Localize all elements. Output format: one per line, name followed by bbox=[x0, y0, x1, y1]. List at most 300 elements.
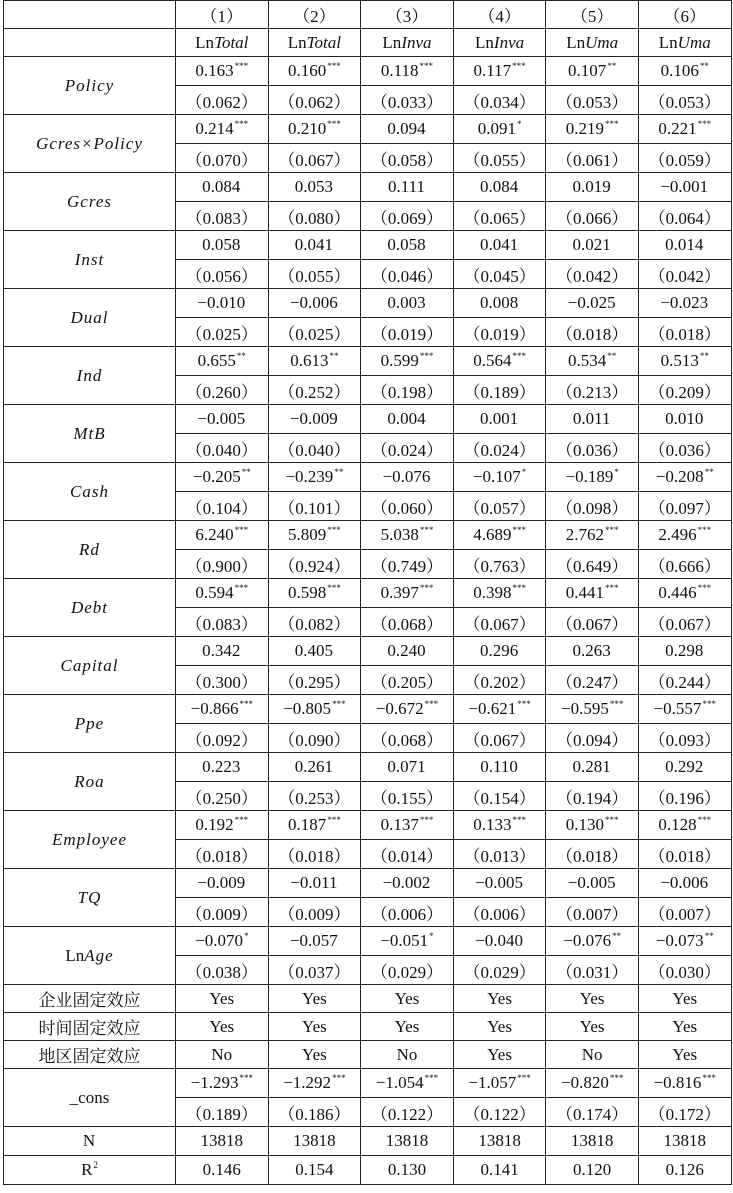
coefficient-value: −0.023 bbox=[660, 293, 709, 312]
depvar-name: Inva bbox=[401, 32, 432, 52]
standard-error-cell: （0.033） bbox=[361, 86, 454, 115]
coefficient-row bbox=[4, 115, 732, 144]
coefficient-value: 0.441 bbox=[565, 583, 605, 602]
significance-stars: *** bbox=[327, 815, 341, 825]
coefficient-value: −0.005 bbox=[197, 409, 246, 428]
statistic-value: 13818 bbox=[546, 1127, 639, 1156]
coefficient-value: −0.621 bbox=[468, 699, 517, 718]
statistic-value: 0.120 bbox=[546, 1156, 639, 1185]
coefficient-cell bbox=[268, 579, 361, 608]
standard-error-cell: （0.019） bbox=[361, 318, 454, 347]
standard-error-cell: （0.209） bbox=[638, 376, 731, 405]
standard-error-cell: （0.189） bbox=[453, 376, 546, 405]
standard-error-cell: （0.067） bbox=[638, 608, 731, 637]
coefficient-cell bbox=[361, 753, 454, 782]
variable-label: Debt bbox=[70, 597, 109, 617]
coefficient-value: −0.816 bbox=[653, 1073, 702, 1092]
coefficient-cell bbox=[453, 1069, 546, 1098]
coefficient-value: 0.130 bbox=[565, 815, 605, 834]
fixed-effect-value: Yes bbox=[361, 1013, 454, 1041]
standard-error-cell: （0.092） bbox=[176, 724, 269, 753]
coefficient-cell bbox=[268, 115, 361, 144]
coefficient-cell bbox=[453, 289, 546, 318]
coefficient-cell bbox=[453, 637, 546, 666]
coefficient-cell bbox=[638, 869, 731, 898]
coefficient-cell bbox=[268, 521, 361, 550]
coefficient-cell bbox=[361, 927, 454, 956]
standard-error-cell: （0.067） bbox=[453, 608, 546, 637]
coefficient-cell bbox=[176, 405, 269, 434]
coefficient-row bbox=[4, 579, 732, 608]
coefficient-cell bbox=[361, 173, 454, 202]
variable-name bbox=[4, 405, 176, 463]
constant-label: _cons bbox=[4, 1069, 176, 1127]
coefficient-row bbox=[4, 637, 732, 666]
significance-stars: *** bbox=[605, 583, 619, 593]
significance-stars: *** bbox=[512, 815, 526, 825]
coefficient-value: 0.221 bbox=[658, 119, 697, 138]
statistic-row bbox=[4, 1156, 732, 1185]
significance-stars: *** bbox=[697, 583, 712, 593]
standard-error-cell: （0.194） bbox=[546, 782, 639, 811]
coefficient-cell bbox=[268, 753, 361, 782]
coefficient-cell bbox=[361, 521, 454, 550]
coefficient-cell bbox=[176, 579, 269, 608]
standard-error-cell: （0.083） bbox=[176, 608, 269, 637]
coefficient-cell bbox=[638, 231, 731, 260]
significance-stars: * bbox=[516, 119, 522, 129]
statistic-label bbox=[4, 1127, 176, 1156]
fixed-effect-value: Yes bbox=[361, 985, 454, 1013]
coefficient-cell bbox=[453, 579, 546, 608]
standard-error-cell: （0.025） bbox=[176, 318, 269, 347]
statistic-value: 0.146 bbox=[176, 1156, 269, 1185]
fixed-effect-value: Yes bbox=[638, 1013, 731, 1041]
coefficient-value: 0.058 bbox=[387, 235, 426, 254]
coefficient-cell bbox=[176, 347, 269, 376]
dependent-variable bbox=[176, 29, 269, 57]
standard-error-cell: （0.055） bbox=[268, 260, 361, 289]
dependent-variable-row bbox=[4, 29, 732, 57]
coefficient-value: 0.163 bbox=[195, 61, 234, 80]
coefficient-cell bbox=[176, 57, 269, 86]
standard-error-cell: （0.295） bbox=[268, 666, 361, 695]
coefficient-cell bbox=[638, 289, 731, 318]
constant-row bbox=[4, 1069, 732, 1098]
coefficient-cell bbox=[361, 463, 454, 492]
variable-name bbox=[4, 231, 176, 289]
coefficient-value: 0.594 bbox=[195, 583, 234, 602]
significance-stars: *** bbox=[419, 525, 434, 535]
coefficient-cell bbox=[361, 115, 454, 144]
coefficient-value: 4.689 bbox=[473, 525, 512, 544]
coefficient-cell bbox=[268, 695, 361, 724]
standard-error-cell: （0.186） bbox=[268, 1098, 361, 1127]
fixed-effect-row bbox=[4, 985, 732, 1013]
fixed-effect-value: Yes bbox=[453, 985, 546, 1013]
variable-label: Gcres×Policy bbox=[36, 133, 143, 153]
standard-error-cell: （0.082） bbox=[268, 608, 361, 637]
coefficient-value: −0.189 bbox=[565, 467, 614, 486]
coefficient-cell bbox=[268, 405, 361, 434]
dependent-variable bbox=[453, 29, 546, 57]
standard-error-cell: （0.042） bbox=[638, 260, 731, 289]
coefficient-cell bbox=[638, 695, 731, 724]
coefficient-value: −0.076 bbox=[382, 467, 431, 486]
standard-error-cell: （0.067） bbox=[453, 724, 546, 753]
statistic-value: 13818 bbox=[638, 1127, 731, 1156]
significance-stars: *** bbox=[419, 351, 434, 361]
coefficient-cell bbox=[176, 927, 269, 956]
variable-label: Rd bbox=[79, 539, 100, 559]
coefficient-value: 0.084 bbox=[479, 177, 519, 196]
coefficient-value: 0.058 bbox=[202, 235, 241, 254]
column-number: （5） bbox=[546, 1, 639, 29]
standard-error-cell: （0.024） bbox=[453, 434, 546, 463]
significance-stars: ** bbox=[699, 61, 709, 71]
significance-stars: ** bbox=[607, 351, 617, 361]
coefficient-cell bbox=[268, 463, 361, 492]
standard-error-cell: （0.007） bbox=[546, 898, 639, 927]
significance-stars: *** bbox=[512, 525, 526, 535]
significance-stars: *** bbox=[327, 525, 341, 535]
significance-stars: *** bbox=[605, 119, 619, 129]
statistic-row bbox=[4, 1127, 732, 1156]
significance-stars: *** bbox=[424, 699, 439, 709]
significance-stars: *** bbox=[609, 699, 624, 709]
fixed-effect-value: Yes bbox=[268, 1041, 361, 1069]
variable-name bbox=[4, 57, 176, 115]
significance-stars: ** bbox=[607, 61, 617, 71]
coefficient-value: 0.133 bbox=[473, 815, 512, 834]
standard-error-cell: （0.172） bbox=[638, 1098, 731, 1127]
coefficient-cell bbox=[638, 637, 731, 666]
coefficient-cell bbox=[268, 57, 361, 86]
standard-error-cell: （0.090） bbox=[268, 724, 361, 753]
significance-stars: *** bbox=[605, 815, 619, 825]
coefficient-cell bbox=[638, 579, 731, 608]
coefficient-value: −0.051 bbox=[380, 931, 429, 950]
coefficient-cell bbox=[638, 347, 731, 376]
standard-error-cell: （0.069） bbox=[361, 202, 454, 231]
variable-label: Employee bbox=[51, 829, 128, 849]
standard-error-cell: （0.055） bbox=[453, 144, 546, 173]
fixed-effect-row bbox=[4, 1041, 732, 1069]
significance-stars: *** bbox=[702, 699, 716, 709]
coefficient-cell bbox=[546, 927, 639, 956]
variable-label: Policy bbox=[64, 75, 115, 95]
header-corner-top bbox=[4, 1, 176, 29]
significance-stars: *** bbox=[512, 61, 526, 71]
coefficient-value: 0.071 bbox=[387, 757, 426, 776]
variable-name bbox=[4, 289, 176, 347]
coefficient-value: 0.296 bbox=[479, 641, 519, 660]
coefficient-cell bbox=[176, 173, 269, 202]
dependent-variable bbox=[361, 29, 454, 57]
standard-error-cell: （0.189） bbox=[176, 1098, 269, 1127]
standard-error-cell: （0.040） bbox=[176, 434, 269, 463]
significance-stars: * bbox=[243, 931, 249, 941]
statistic-value: 13818 bbox=[453, 1127, 546, 1156]
coefficient-cell bbox=[638, 927, 731, 956]
significance-stars: *** bbox=[605, 525, 619, 535]
coefficient-cell bbox=[361, 405, 454, 434]
coefficient-cell bbox=[176, 521, 269, 550]
standard-error-cell: （0.009） bbox=[268, 898, 361, 927]
coefficient-cell bbox=[638, 753, 731, 782]
coefficient-value: 0.001 bbox=[479, 409, 519, 428]
standard-error-cell: （0.037） bbox=[268, 956, 361, 985]
standard-error-cell: （0.025） bbox=[268, 318, 361, 347]
coefficient-cell bbox=[638, 463, 731, 492]
standard-error-cell: （0.064） bbox=[638, 202, 731, 231]
standard-error-cell: （0.247） bbox=[546, 666, 639, 695]
coefficient-value: 0.598 bbox=[288, 583, 327, 602]
statistic-label-sup: 2 bbox=[93, 1160, 98, 1170]
fixed-effect-value: Yes bbox=[176, 1013, 269, 1041]
statistic-label bbox=[4, 1156, 176, 1185]
standard-error-cell: （0.300） bbox=[176, 666, 269, 695]
standard-error-cell: （0.080） bbox=[268, 202, 361, 231]
coefficient-value: −0.595 bbox=[561, 699, 609, 718]
coefficient-value: 0.397 bbox=[380, 583, 419, 602]
standard-error-cell: （0.009） bbox=[176, 898, 269, 927]
standard-error-cell: （0.067） bbox=[268, 144, 361, 173]
coefficient-value: −0.672 bbox=[375, 699, 424, 718]
significance-stars: *** bbox=[239, 1073, 253, 1083]
standard-error-cell: （0.057） bbox=[453, 492, 546, 521]
coefficient-value: 0.011 bbox=[572, 409, 611, 428]
coefficient-value: 0.219 bbox=[565, 119, 605, 138]
coefficient-value: 0.187 bbox=[288, 815, 327, 834]
standard-error-cell: （0.649） bbox=[546, 550, 639, 579]
variable-name bbox=[4, 927, 176, 985]
coefficient-value: 0.210 bbox=[288, 119, 327, 138]
standard-error-cell: （0.058） bbox=[361, 144, 454, 173]
coefficient-value: 0.223 bbox=[202, 757, 241, 776]
coefficient-value: 0.106 bbox=[660, 61, 699, 80]
coefficient-value: −0.009 bbox=[197, 873, 246, 892]
coefficient-value: 0.019 bbox=[572, 177, 611, 196]
significance-stars: *** bbox=[234, 61, 249, 71]
coefficient-row bbox=[4, 521, 732, 550]
statistic-value: 0.130 bbox=[361, 1156, 454, 1185]
variable-name bbox=[4, 521, 176, 579]
coefficient-value: 0.111 bbox=[387, 177, 425, 196]
variable-label: Inst bbox=[74, 249, 105, 269]
fixed-effect-value: Yes bbox=[176, 985, 269, 1013]
standard-error-cell: （0.900） bbox=[176, 550, 269, 579]
coefficient-value: −0.005 bbox=[567, 873, 616, 892]
coefficient-value: 0.564 bbox=[473, 351, 512, 370]
standard-error-cell: （0.060） bbox=[361, 492, 454, 521]
statistic-label-text: R bbox=[81, 1160, 93, 1179]
coefficient-value: −0.006 bbox=[660, 873, 709, 892]
standard-error-cell: （0.062） bbox=[268, 86, 361, 115]
significance-stars: ** bbox=[612, 931, 622, 941]
coefficient-row bbox=[4, 231, 732, 260]
coefficient-cell bbox=[361, 637, 454, 666]
coefficient-value: −0.866 bbox=[190, 699, 239, 718]
variable-name bbox=[4, 579, 176, 637]
variable-name bbox=[4, 869, 176, 927]
coefficient-value: −0.107 bbox=[472, 467, 521, 486]
standard-error-cell: （0.763） bbox=[453, 550, 546, 579]
variable-name bbox=[4, 347, 176, 405]
coefficient-cell bbox=[546, 637, 639, 666]
coefficient-value: −0.805 bbox=[283, 699, 332, 718]
standard-error-cell: （0.093） bbox=[638, 724, 731, 753]
coefficient-value: −0.057 bbox=[289, 931, 338, 950]
depvar-name: Inva bbox=[493, 32, 525, 52]
standard-error-cell: （0.014） bbox=[361, 840, 454, 869]
standard-error-cell: （0.067） bbox=[546, 608, 639, 637]
coefficient-cell bbox=[638, 811, 731, 840]
coefficient-value: 0.513 bbox=[660, 351, 699, 370]
significance-stars: *** bbox=[332, 1073, 346, 1083]
standard-error-cell: （0.198） bbox=[361, 376, 454, 405]
significance-stars: *** bbox=[234, 525, 249, 535]
coefficient-cell bbox=[361, 579, 454, 608]
coefficient-value: −0.002 bbox=[382, 873, 431, 892]
statistic-value: 13818 bbox=[268, 1127, 361, 1156]
standard-error-cell: （0.666） bbox=[638, 550, 731, 579]
coefficient-cell bbox=[268, 927, 361, 956]
coefficient-cell bbox=[268, 869, 361, 898]
statistic-label-text: N bbox=[82, 1131, 96, 1150]
coefficient-cell bbox=[268, 231, 361, 260]
coefficient-cell bbox=[176, 289, 269, 318]
fixed-effect-value: Yes bbox=[453, 1041, 546, 1069]
significance-stars: ** bbox=[241, 467, 251, 477]
variable-label: Age bbox=[84, 945, 114, 965]
standard-error-cell: （0.924） bbox=[268, 550, 361, 579]
coefficient-value: 0.342 bbox=[202, 641, 241, 660]
fixed-effect-value: Yes bbox=[268, 1013, 361, 1041]
coefficient-value: −0.040 bbox=[475, 931, 523, 950]
fixed-effect-label: 时间固定效应 bbox=[4, 1013, 176, 1041]
depvar-prefix: Ln bbox=[658, 32, 678, 52]
variable-name bbox=[4, 753, 176, 811]
fixed-effect-label: 企业固定效应 bbox=[4, 985, 176, 1013]
standard-error-cell: （0.018） bbox=[176, 840, 269, 869]
coefficient-cell bbox=[546, 173, 639, 202]
coefficient-cell bbox=[453, 695, 546, 724]
coefficient-value: −0.005 bbox=[475, 873, 523, 892]
coefficient-value: −0.009 bbox=[289, 409, 338, 428]
regression-table bbox=[3, 0, 732, 1185]
depvar-prefix: Ln bbox=[287, 32, 307, 52]
standard-error-cell: （0.056） bbox=[176, 260, 269, 289]
coefficient-row bbox=[4, 405, 732, 434]
fixed-effect-value: No bbox=[361, 1041, 454, 1069]
significance-stars: *** bbox=[702, 1073, 716, 1083]
depvar-name: Total bbox=[214, 32, 249, 52]
coefficient-cell bbox=[453, 753, 546, 782]
coefficient-value: 0.014 bbox=[665, 235, 704, 254]
coefficient-value: −0.006 bbox=[289, 293, 338, 312]
significance-stars: * bbox=[614, 467, 619, 477]
coefficient-value: 0.137 bbox=[380, 815, 419, 834]
significance-stars: *** bbox=[234, 815, 249, 825]
coefficient-cell bbox=[268, 811, 361, 840]
coefficient-cell bbox=[638, 57, 731, 86]
standard-error-cell: （0.205） bbox=[361, 666, 454, 695]
coefficient-cell bbox=[453, 57, 546, 86]
coefficient-value: −0.073 bbox=[655, 931, 704, 950]
coefficient-row bbox=[4, 173, 732, 202]
coefficient-cell bbox=[546, 695, 639, 724]
column-number: （6） bbox=[638, 1, 731, 29]
standard-error-cell: （0.104） bbox=[176, 492, 269, 521]
fixed-effect-value: Yes bbox=[546, 985, 639, 1013]
depvar-prefix: Ln bbox=[195, 32, 215, 52]
statistic-value: 0.126 bbox=[638, 1156, 731, 1185]
fixed-effect-row bbox=[4, 1013, 732, 1041]
standard-error-cell: （0.029） bbox=[453, 956, 546, 985]
significance-stars: *** bbox=[419, 583, 434, 593]
coefficient-cell bbox=[546, 463, 639, 492]
coefficient-value: 0.041 bbox=[294, 235, 334, 254]
column-number: （3） bbox=[361, 1, 454, 29]
standard-error-cell: （0.006） bbox=[453, 898, 546, 927]
standard-error-cell: （0.174） bbox=[546, 1098, 639, 1127]
variable-label: MtB bbox=[73, 423, 106, 443]
coefficient-value: 2.496 bbox=[658, 525, 697, 544]
coefficient-value: 0.398 bbox=[473, 583, 512, 602]
coefficient-value: 0.110 bbox=[480, 757, 518, 776]
coefficient-cell bbox=[268, 289, 361, 318]
significance-stars: *** bbox=[234, 583, 249, 593]
coefficient-value: −0.239 bbox=[285, 467, 334, 486]
significance-stars: *** bbox=[609, 1073, 624, 1083]
significance-stars: *** bbox=[697, 119, 712, 129]
fixed-effect-value: Yes bbox=[638, 985, 731, 1013]
coefficient-value: 0.446 bbox=[658, 583, 697, 602]
depvar-prefix: Ln bbox=[382, 32, 402, 52]
standard-error-cell: （0.749） bbox=[361, 550, 454, 579]
significance-stars: ** bbox=[704, 931, 714, 941]
significance-stars: *** bbox=[327, 61, 341, 71]
depvar-prefix: Ln bbox=[475, 32, 494, 52]
coefficient-cell bbox=[453, 405, 546, 434]
variable-name bbox=[4, 115, 176, 173]
coefficient-cell bbox=[361, 1069, 454, 1098]
variable-prefix: Ln bbox=[65, 945, 85, 965]
coefficient-cell bbox=[453, 521, 546, 550]
coefficient-value: −0.025 bbox=[567, 293, 616, 312]
variable-label: Capital bbox=[60, 655, 119, 675]
standard-error-cell: （0.018） bbox=[546, 840, 639, 869]
coefficient-row bbox=[4, 347, 732, 376]
coefficient-value: 0.128 bbox=[658, 815, 697, 834]
coefficient-value: 0.655 bbox=[197, 351, 236, 370]
coefficient-cell bbox=[176, 1069, 269, 1098]
depvar-prefix: Ln bbox=[566, 32, 586, 52]
standard-error-cell: （0.154） bbox=[453, 782, 546, 811]
statistic-value: 13818 bbox=[176, 1127, 269, 1156]
standard-error-cell: （0.040） bbox=[268, 434, 361, 463]
standard-error-cell: （0.101） bbox=[268, 492, 361, 521]
coefficient-row bbox=[4, 57, 732, 86]
coefficient-cell bbox=[453, 347, 546, 376]
standard-error-cell: （0.053） bbox=[546, 86, 639, 115]
variable-name bbox=[4, 695, 176, 753]
coefficient-value: 0.292 bbox=[665, 757, 704, 776]
standard-error-cell: （0.013） bbox=[453, 840, 546, 869]
significance-stars: *** bbox=[517, 1073, 531, 1083]
variable-name bbox=[4, 637, 176, 695]
